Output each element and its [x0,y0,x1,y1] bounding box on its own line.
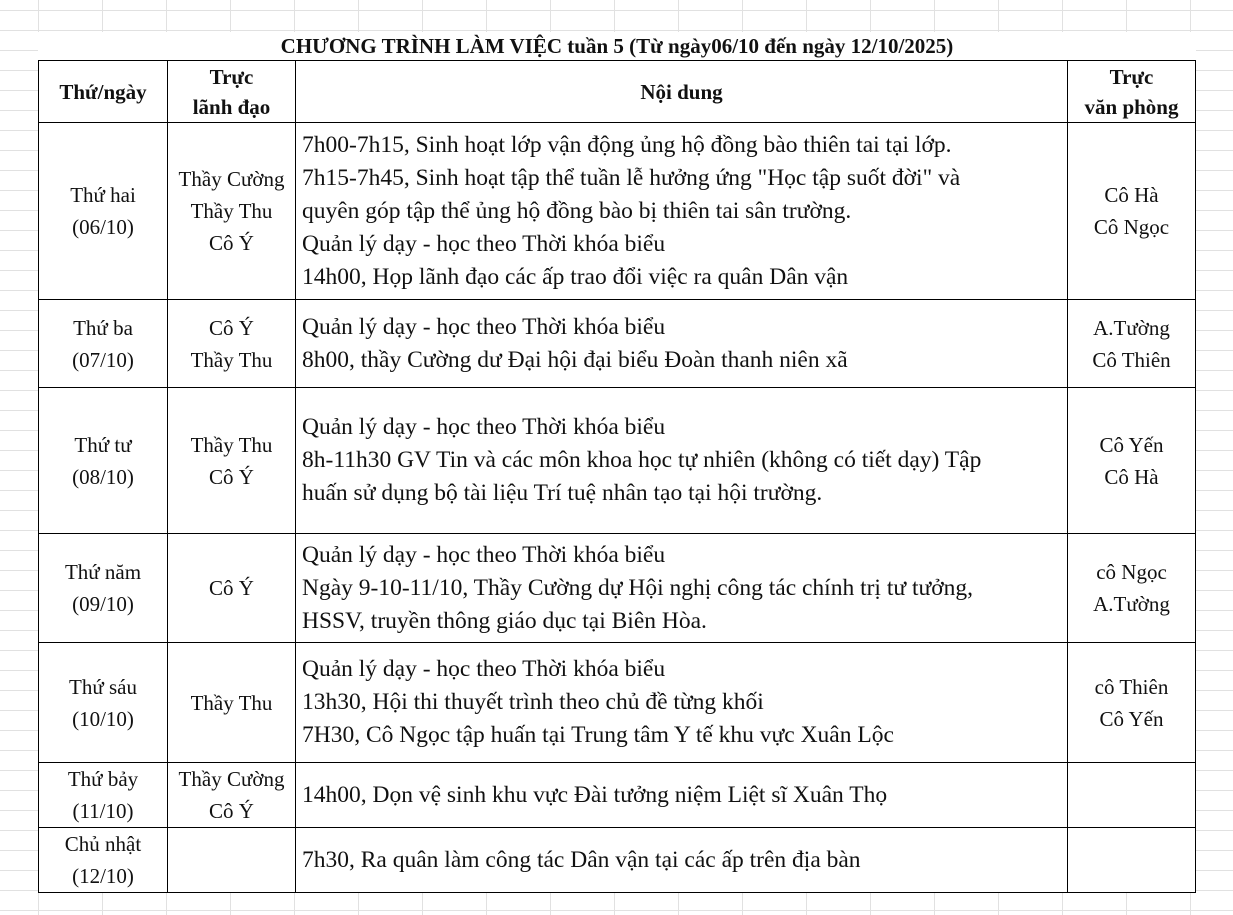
schedule-table [38,60,1196,893]
leader-name: Cô Ý [209,799,254,823]
content-line: quyên góp tập thể ủng hộ đồng bào bị thiên tai sân trường. [302,197,852,224]
header-office-line1: Trực [1109,64,1154,89]
content-line: 14h00, Họp lãnh đạo các ấp trao đổi việc ra quân Dân vận [302,263,849,290]
content-line: Quản lý dạy - học theo Thời khóa biểu [302,656,666,682]
office-name: Cô Thiên [1092,347,1171,372]
table-row [39,300,1196,388]
header-day: Thứ/ngày [39,61,168,123]
content-line: 7H30, Cô Ngọc tập huấn tại Trung tâm Y tế khu vực Xuân Lộc [302,722,894,748]
day-name: Thứ bảy [67,767,139,791]
content-line: huấn sử dụng bộ tài liệu Trí tuệ nhân tạo tại hội trường. [302,480,823,506]
leader-cell [168,388,296,534]
leader-name: Thầy Cường [178,767,285,791]
day-name: Thứ tư [74,432,132,457]
content-cell [296,763,1068,828]
header-content: Nội dung [296,61,1068,123]
office-name: Cô Hà [1104,183,1159,207]
day-cell [39,534,168,643]
day-cell [39,763,168,828]
office-name: cô Ngọc [1096,560,1167,584]
day-name: Chủ nhật [64,832,142,856]
office-cell [1068,388,1196,534]
office-name: Cô Yến [1099,706,1164,731]
content-line: 7h00-7h15, Sinh hoạt lớp vận động ủng hộ đồng bào thiên tai tại lớp. [302,131,952,158]
day-name: Thứ năm [64,560,142,584]
content-cell [296,300,1068,388]
office-name: Cô Yến [1099,432,1164,457]
table-row [39,388,1196,534]
day-cell [39,300,168,388]
day-date: (06/10) [72,215,134,239]
content-cell [296,534,1068,643]
header-leader-line2: lãnh đạo [192,94,271,119]
leader-name: Thầy Thu [190,432,273,457]
office-name: Cô Hà [1104,464,1159,489]
content-cell [296,388,1068,534]
table-row [39,643,1196,763]
leader-name: Cô Ý [209,231,254,255]
leader-cell [168,300,296,388]
content-line: 7h15-7h45, Sinh hoạt tập thể tuần lễ hưởng ứng "Học tập suốt đời" và [302,164,961,191]
header-leader-line1: Trực [209,64,254,89]
office-name: A.Tường [1093,592,1170,616]
leader-cell [168,534,296,643]
office-cell [1068,534,1196,643]
day-cell [39,828,168,893]
office-cell [1068,300,1196,388]
content-line: Quản lý dạy - học theo Thời khóa biểu [302,541,666,568]
day-name: Thứ hai [70,183,136,207]
leader-cell [168,123,296,300]
table-row [39,123,1196,300]
office-name: A.Tường [1093,315,1170,340]
header-leader [168,61,296,123]
content-cell [296,828,1068,893]
office-cell [1068,123,1196,300]
header-office-line2: văn phòng [1084,94,1179,119]
office-cell [1068,763,1196,828]
content-line: 8h-11h30 GV Tin và các môn khoa học tự nhiên (không có tiết dạy) Tập [302,447,982,473]
day-name: Thứ sáu [69,674,137,699]
leader-name: Cô Ý [209,315,254,340]
leader-name: Thầy Cường [178,167,285,191]
day-date: (10/10) [72,706,134,731]
content-line: 14h00, Dọn vệ sinh khu vực Đài tưởng niệm Liệt sĩ Xuân Thọ [302,781,888,808]
table-row [39,534,1196,643]
table-row [39,828,1196,893]
content-cell [296,643,1068,763]
day-cell [39,388,168,534]
content-line: Quản lý dạy - học theo Thời khóa biểu [302,313,666,340]
day-cell [39,643,168,763]
office-name: Cô Ngọc [1093,215,1170,239]
content-line: 7h30, Ra quân làm công tác Dân vận tại các ấp trên địa bàn [302,846,861,873]
content-line: 8h00, thầy Cường dư Đại hội đại biểu Đoàn thanh niên xã [302,346,848,373]
day-date: (09/10) [72,592,134,616]
leader-name: Cô Ý [209,464,254,489]
day-date: (11/10) [72,799,134,823]
table-row [39,763,1196,828]
day-date: (07/10) [72,347,134,372]
office-cell [1068,828,1196,893]
leader-name: Cô Ý [209,576,254,600]
content-line: HSSV, truyền thông giáo dục tại Biên Hòa. [302,607,707,634]
page-title: CHƯƠNG TRÌNH LÀM VIỆC tuần 5 (Từ ngày06/10 đến ngày 12/10/2025) [38,32,1196,60]
day-date: (08/10) [72,464,134,489]
content-line: Quản lý dạy - học theo Thời khóa biểu [302,230,666,257]
header-row [39,61,1196,123]
leader-cell [168,763,296,828]
leader-name: Thầy Thu [190,347,273,372]
office-name: cô Thiên [1094,674,1169,699]
leader-cell [168,828,296,893]
day-name: Thứ ba [73,315,133,340]
content-line: Quản lý dạy - học theo Thời khóa biểu [302,414,666,440]
leader-cell [168,643,296,763]
content-cell [296,123,1068,300]
content-line: Ngày 9-10-11/10, Thầy Cường dự Hội nghị công tác chính trị tư tưởng, [302,574,974,601]
header-office [1068,61,1196,123]
day-date: (12/10) [72,864,134,888]
content-line: 13h30, Hội thi thuyết trình theo chủ đề từng khối [302,689,764,715]
office-cell [1068,643,1196,763]
day-cell [39,123,168,300]
leader-name: Thầy Thu [190,690,273,715]
leader-name: Thầy Thu [190,199,273,223]
